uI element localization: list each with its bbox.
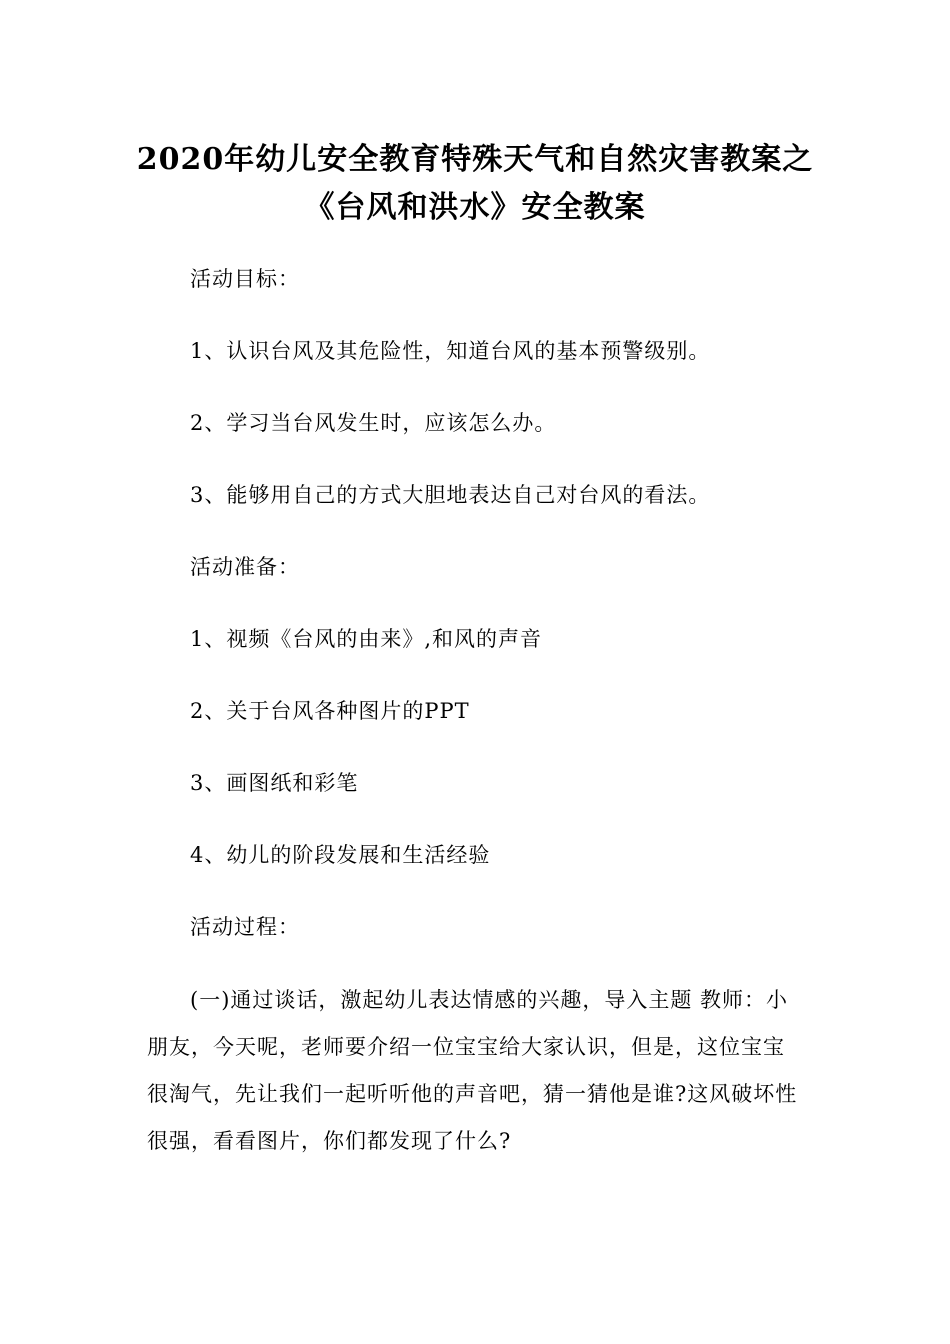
prep-heading: 活动准备：: [190, 555, 300, 579]
goals-heading: 活动目标：: [190, 267, 300, 291]
process-paragraph-line: 很强，看看图片，你们都发现了什么?: [147, 1129, 512, 1153]
prep-item: 1、视频《台风的由来》,和风的声音: [190, 627, 543, 651]
process-paragraph-line: 很淘气，先让我们一起听听他的声音吧，猜一猜他是谁?这风破坏性: [147, 1082, 798, 1106]
prep-item: 3、画图纸和彩笔: [190, 771, 359, 795]
prep-item: 2、关于台风各种图片的PPT: [190, 699, 470, 723]
process-paragraph-line: (一)通过谈话，激起幼儿表达情感的兴趣，导入主题 教师：小: [190, 988, 789, 1012]
document-title-line-1: 2020年幼儿安全教育特殊天气和自然灾害教案之: [136, 142, 814, 177]
document-title-line-2: 《台风和洪水》安全教案: [304, 190, 646, 225]
goal-item: 3、能够用自己的方式大胆地表达自己对台风的看法。: [190, 483, 711, 507]
prep-item: 4、幼儿的阶段发展和生活经验: [190, 843, 491, 867]
goal-item: 2、学习当台风发生时，应该怎么办。: [190, 411, 557, 435]
process-heading: 活动过程：: [190, 915, 300, 939]
process-paragraph-line: 朋友，今天呢，老师要介绍一位宝宝给大家认识，但是，这位宝宝: [147, 1035, 785, 1059]
goal-item: 1、认识台风及其危险性，知道台风的基本预警级别。: [190, 339, 711, 363]
